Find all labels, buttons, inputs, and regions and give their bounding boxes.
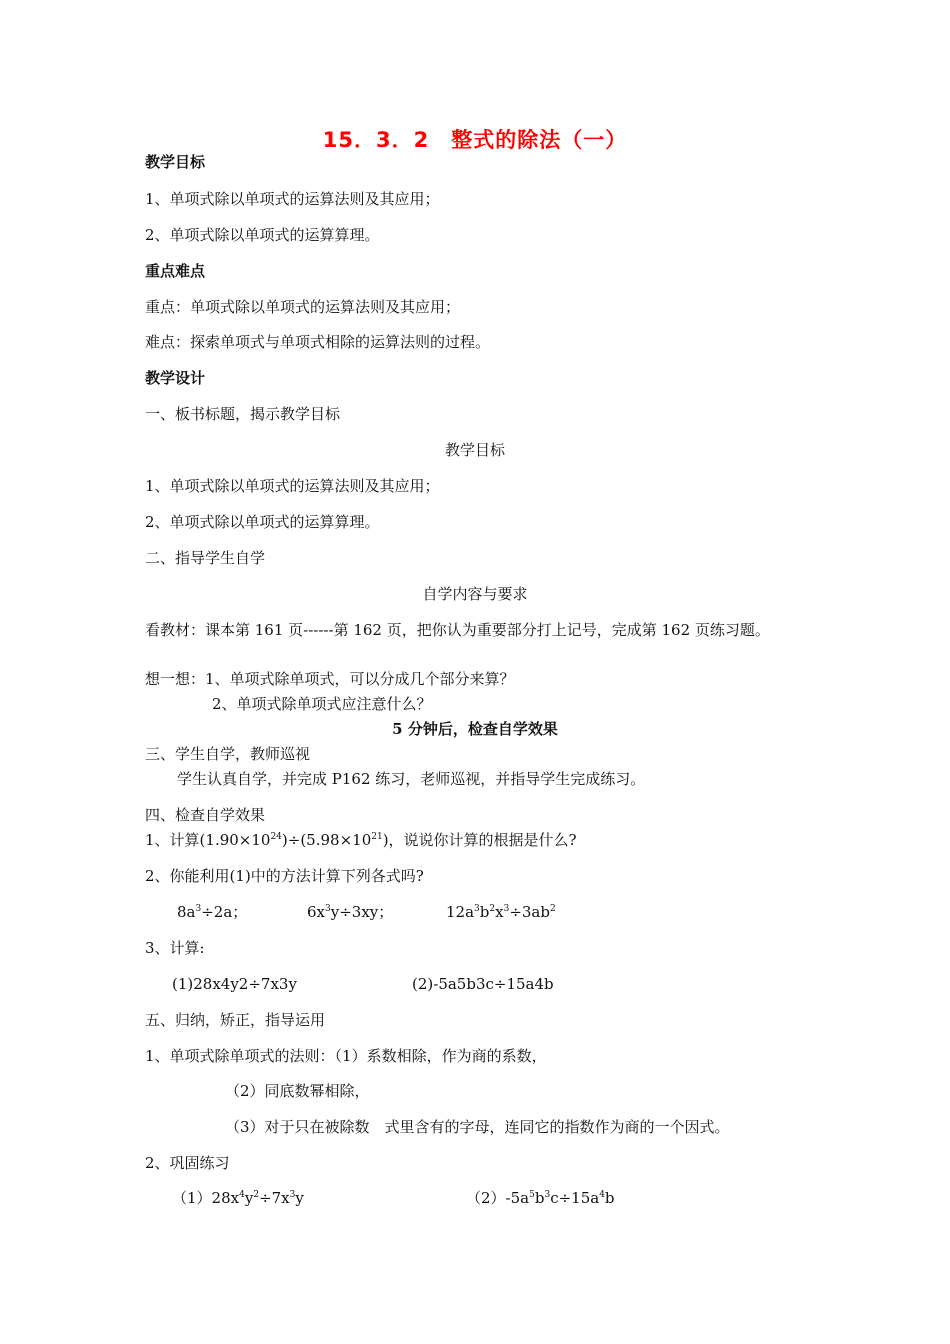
q2-expr-2: [307, 902, 393, 922]
q2-expr-1-b: ÷2a；: [201, 903, 248, 921]
step2-center-title: 自学内容与要求: [422, 585, 528, 603]
q1-part-a: 1、计算(1.90×10: [145, 831, 271, 849]
step1-heading: 一、板书标题，揭示教学目标: [145, 405, 341, 423]
p2-sup-3: 4: [599, 1190, 605, 1200]
p2-c: c÷15a: [550, 1189, 600, 1207]
question-1: [145, 830, 577, 850]
think-item-1: 想一想：1、单项式除单项式，可以分成几个部分来算？: [145, 670, 515, 688]
rule-2: （2）同底数幂相除，: [225, 1082, 370, 1100]
design-heading: 教学设计: [145, 369, 206, 387]
goals-heading: 教学目标: [145, 153, 206, 171]
question-2: 2、你能利用(1)中的方法计算下列各式吗?: [145, 867, 424, 885]
q2-expr-3-a: 12a: [446, 903, 475, 921]
key-difficulty: 难点：探索单项式与单项式相除的运算法则的过程。: [145, 333, 491, 351]
q2-expr-1-a: 8a: [177, 903, 196, 921]
q2-expr-2-b: y÷3xy；: [330, 903, 394, 921]
question-3: 3、计算:: [145, 939, 205, 957]
p1-sup-1: 4: [239, 1190, 245, 1200]
step3-heading: 三、学生自学，教师巡视: [145, 745, 311, 763]
q2-expr-1: [177, 902, 247, 922]
step3-text: 学生认真自学，并完成 P162 练习，老师巡视，并指导学生完成练习。: [177, 770, 646, 788]
step1-item-1: 1、单项式除以单项式的运算法则及其应用；: [145, 477, 440, 495]
practice-expr-1: [172, 1188, 304, 1208]
page-title: 15．3．2 整式的除法（一）: [322, 128, 628, 152]
q2-expr-3-sup-4: 2: [549, 904, 556, 914]
key-heading: 重点难点: [145, 262, 206, 280]
p1-pre: （1）28x: [172, 1189, 240, 1207]
step1-center-title: 教学目标: [444, 441, 505, 459]
q2-expr-3-c: x: [495, 903, 504, 921]
goal-item-1: 1、单项式除以单项式的运算法则及其应用；: [145, 190, 440, 208]
think-item-2: 2、单项式除单项式应注意什么？: [212, 695, 432, 713]
q2-expr-3-sup-2: 2: [489, 904, 496, 914]
q3-expr-2: (2)-5a5b3c÷15a4b: [412, 975, 554, 993]
rule-1: 1、单项式除单项式的法则：（1）系数相除，作为商的系数，: [145, 1047, 547, 1065]
q2-expr-2-sup: 3: [325, 904, 331, 914]
p2-pre: （2）-5a: [466, 1189, 530, 1207]
goal-item-2: 2、单项式除以单项式的运算算理。: [145, 226, 380, 244]
q2-expr-3-b: b: [479, 903, 490, 921]
practice-expr-2: [466, 1188, 615, 1208]
q2-expr-2-a: 6x: [307, 903, 326, 921]
p2-sup-1: 5: [529, 1190, 535, 1200]
p2-d: b: [604, 1189, 615, 1207]
step1-item-2: 2、单项式除以单项式的运算算理。: [145, 513, 380, 531]
check-note: 5 分钟后，检查自学效果: [392, 720, 558, 738]
practice-heading: 2、巩固练习: [145, 1154, 230, 1172]
p1-sup-3: 3: [289, 1190, 296, 1200]
q1-exp-2: 21: [371, 832, 383, 842]
p2-b: b: [534, 1189, 545, 1207]
q2-expr-1-sup: 3: [195, 904, 202, 914]
rule-3: （3）对于只在被除数 式里含有的字母，连同它的指数作为商的一个因式。: [225, 1118, 730, 1136]
step5-heading: 五、归纳，矫正，指导运用: [145, 1011, 326, 1029]
p1-sup-2: 2: [253, 1190, 260, 1200]
key-focus: 重点：单项式除以单项式的运算法则及其应用；: [145, 298, 461, 316]
step4-heading: 四、检查自学效果: [145, 806, 266, 824]
p2-sup-2: 3: [544, 1190, 551, 1200]
q1-part-b: )÷(5.98×10: [281, 831, 372, 849]
p1-b: y: [244, 1189, 254, 1207]
step2-heading: 二、指导学生自学: [145, 549, 266, 567]
q2-expr-3-sup-3: 3: [503, 904, 510, 914]
q1-part-c: )，说说你计算的根据是什么?: [382, 831, 577, 849]
read-instruction: 看教材：课本第 161 页------第 162 页，把你认为重要部分打上记号，完成第 162 页练习题。: [145, 621, 770, 639]
p1-d: y: [295, 1189, 304, 1207]
q2-expr-3: [446, 902, 556, 922]
q1-exp-1: 24: [270, 832, 282, 842]
q3-expr-1: (1)28x4y2÷7x3y: [172, 975, 297, 993]
q2-expr-3-d: ÷3ab: [509, 903, 550, 921]
q2-expr-3-sup-1: 3: [474, 904, 480, 914]
p1-c: ÷7x: [259, 1189, 290, 1207]
